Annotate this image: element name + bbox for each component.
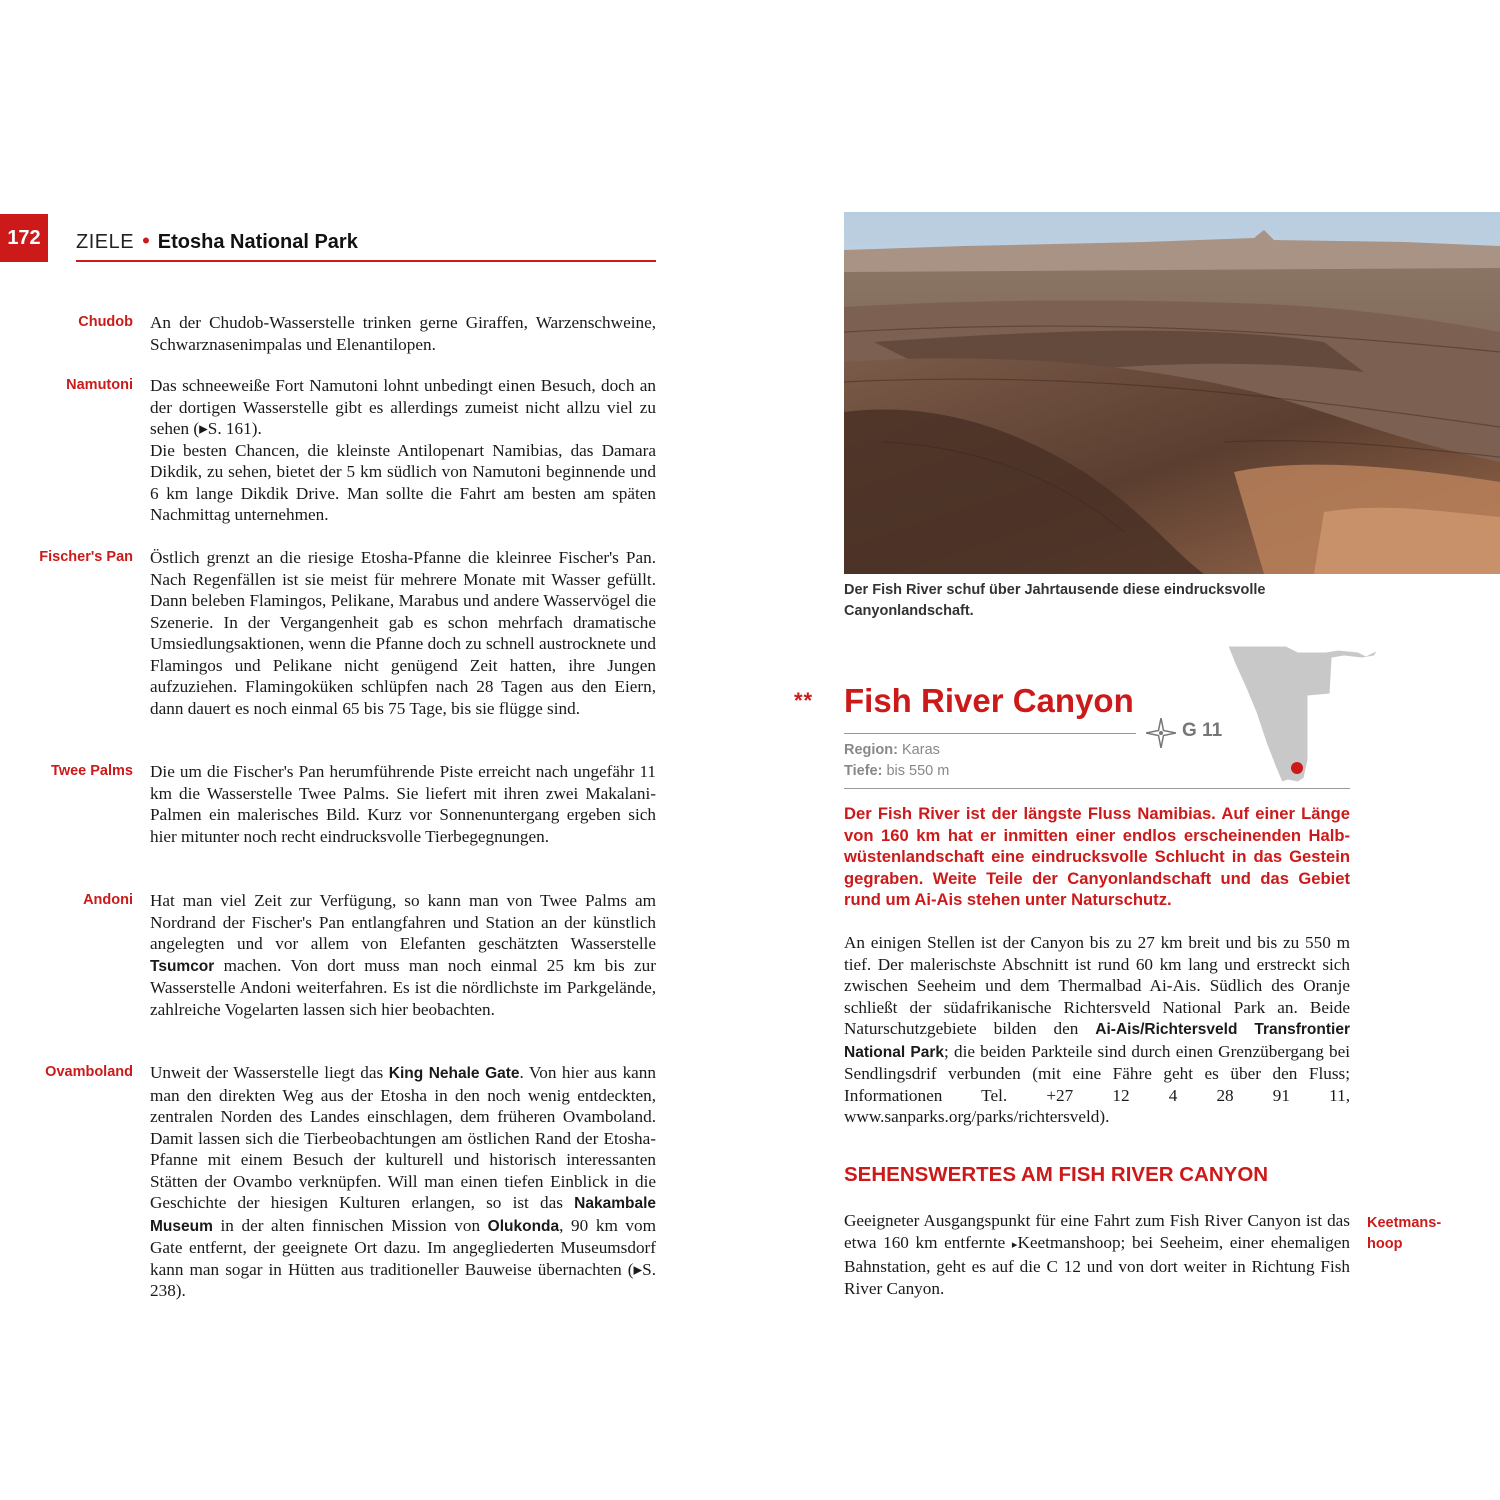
section-label: ZIELE xyxy=(76,231,135,253)
chapter-title: Etosha National Park xyxy=(157,231,358,253)
region-line xyxy=(844,742,940,758)
entry-label: Fischer's Pan xyxy=(39,549,133,565)
meta-rule xyxy=(844,788,1350,789)
region-label: Region: xyxy=(844,742,898,758)
park-name: Ai-Ais/Richtersveld Transfrontier National Park xyxy=(844,1021,1350,1061)
location-marker xyxy=(1291,762,1303,774)
text-run: , 90 km vom Gate entfernt, der geeignete Ort dazu. Im angegliederten Museumsdorf kann man sogar in Hütten aus traditioneller Bauweise übernachten (▸S. 238). xyxy=(150,1215,656,1300)
page-title: Fish River Canyon xyxy=(844,682,1134,719)
entry-body xyxy=(150,312,656,355)
paragraph xyxy=(150,1062,656,1302)
paragraph: Die um die Fischer's Pan herumführende Piste erreicht nach ungefähr 11 km die Wasserstelle Twee Palms. Sie liefert mit ihren zwei Makalani-Palmen ein malerisches Bild. Kurz vor Sonnenuntergang ergeben sich hier mitunter noch recht eindrucksvolle Tierbegegnungen. xyxy=(150,762,656,846)
entry-label: Andoni xyxy=(83,892,133,908)
entry-body xyxy=(150,761,656,847)
text-run: . Von hier aus kann man den direkten Weg aus der Etosha in den noch wenig entdeckten, zentralen Norden des Landes einschlagen, dem früheren Ovamboland. Damit lassen sich die Tierbeobachtungen am östlichen Rand der Etosha-Pfanne mit einem Besuch der kulturell und historisch interessanten Stätten der Ovambo verknüpfen. Will man einen tiefen Einblick in die Geschichte der hiesigen Kulturen erlangen, so ist das xyxy=(150,1063,656,1212)
entry-label: Twee Palms xyxy=(51,763,133,779)
rating-stars: ** xyxy=(794,688,814,713)
running-head xyxy=(76,228,358,254)
paragraph xyxy=(150,890,656,1020)
text-run: machen. Von dort muss man noch einmal 25 km bis zur Wasserstelle Andoni weiterfahren. Es ist die nördlichste im Parkgelände, zahlreiche Vogelarten lassen sich hier beobachten. xyxy=(150,955,656,1019)
margin-note-keetmanshoop: Keetmanshoop xyxy=(1367,1215,1442,1252)
text-run: ; die beiden Parkteile sind durch einen Grenzübergang bei Sendlingsdrif verbunden (mit eine Fähre geht es über den Fluss; Informationen Tel. +27 12 4 28 91 11, www.sanparks.org/parks/richtersveld). xyxy=(844,1041,1350,1126)
place-name: King Nehale Gate xyxy=(388,1065,520,1082)
page-number: 172 xyxy=(0,214,48,262)
intro-text: Der Fish River ist der längste Fluss Namibias. Auf einer Länge von 160 km hat er inmitten einer endlos erscheinenden Halbwüstenlandschaft eine eindrucksvolle Schlucht in das Gestein gegraben. Weite Teile der Canyonlandschaft und das Gebiet rund um Ai-Ais stehen unter Naturschutz. xyxy=(844,804,1350,909)
text-run: in der alten finnischen Mission von xyxy=(212,1215,488,1235)
depth-label: Tiefe: xyxy=(844,763,883,779)
canyon-illustration xyxy=(844,212,1500,574)
paragraph: Die besten Chancen, die kleinste Antilopenart Namibias, das Damara Dikdik, zu sehen, bietet der 5 km südlich von Namutoni beginnende und 6 km lange Dikdik Drive. Man sollte die Fahrt am besten am späten Nachmittag unternehmen. xyxy=(150,440,656,524)
separator-dot: • xyxy=(142,228,150,253)
depth-line xyxy=(844,763,949,779)
text-run: Geeigneter Ausgangspunkt für eine Fahrt zum Fish River Canyon ist das etwa 160 km entfernte xyxy=(844,1211,1350,1252)
photo-caption: Der Fish River schuf über Jahrtausende diese eindrucksvolle Canyonlandschaft. xyxy=(844,582,1266,619)
grid-reference: G 11 xyxy=(1182,720,1223,741)
entry-body xyxy=(150,547,656,719)
main-body-text xyxy=(844,932,1350,1128)
text-run: Unweit der Wasserstelle liegt das xyxy=(150,1063,389,1082)
paragraph: Das schneeweiße Fort Namutoni lohnt unbedingt einen Besuch, doch an der dortigen Wasserstelle gibt es allerdings zumeist nicht allzu viel zu sehen (▸S. 161). xyxy=(150,376,656,438)
text-run: Hat man viel Zeit zur Verfügung, so kann man von Twee Palms am Nordrand der Fischer's Pan entlangfahren und Station an der künstlich angelegten und vor allem von Elefanten geschätzten Wasserstelle xyxy=(150,891,656,953)
depth-value: bis 550 m xyxy=(886,763,950,779)
title-rule xyxy=(844,733,1136,734)
entry-body xyxy=(150,890,656,1020)
place-name: Tsumcor xyxy=(150,957,215,975)
header-rule xyxy=(76,260,656,262)
compass-icon xyxy=(1146,718,1176,748)
paragraph: Östlich grenzt an die riesige Etosha-Pfanne die kleinree Fischer's Pan. Nach Regenfällen ist sie meist für mehrere Monate mit Wasser gefüllt. Dann beleben Flamingos, Pelikane, Marabus und andere Wasservögel die Szenerie. In der Vergangenheit gab es schon mehrfach dramatische Umsiedlungsaktionen, wenn die Pfanne doch zu schnell austrocknete und Flamingos und Pelikane nicht genügend Zeit hatten, ihre Jungen aufzuziehen. Flamingoküken schlüpfen nach 28 Tagen aus den Eiern, dann dauert es noch einmal 65 bis 75 Tage, bis sie flügge sind. xyxy=(150,548,656,718)
paragraph: An der Chudob-Wasserstelle trinken gerne Giraffen, Warzenschweine, Schwarznasenimpalas und Elenantilopen. xyxy=(150,313,656,354)
entry-body xyxy=(150,1062,656,1302)
entry-label: Chudob xyxy=(78,314,133,330)
region-value: Karas xyxy=(902,742,940,758)
namibia-locator-map xyxy=(1226,642,1382,788)
place-name: Olukonda xyxy=(487,1217,560,1235)
sights-body-text xyxy=(844,1210,1350,1299)
sights-heading: SEHENSWERTES AM FISH RIVER CANYON xyxy=(844,1163,1269,1186)
text-run: An einigen Stellen ist der Canyon bis zu 27 km breit und bis zu 550 m tief. Der malerischste Abschnitt ist rund 60 km lang und erstreckt sich zwischen Seeheim und dem Thermalbad Ai-Ais. Südlich des Oranje schließt der südafrikanische Richtersveld National Park an. Beide Naturschutzgebiete bilden den xyxy=(844,933,1350,1038)
canyon-photo xyxy=(844,212,1500,574)
cross-reference-arrow-icon: ▸ xyxy=(1011,1238,1018,1251)
entry-label: Namutoni xyxy=(66,377,133,393)
text-run: Keetmanshoop; bei Seeheim, einer ehemaligen Bahnstation, geht es auf die C 12 und von dort weiter in Richtung Fish River Canyon. xyxy=(844,1232,1350,1298)
entry-label: Ovamboland xyxy=(45,1064,133,1080)
place-name: Nakambale Museum xyxy=(150,1195,656,1235)
entry-body xyxy=(150,375,656,526)
